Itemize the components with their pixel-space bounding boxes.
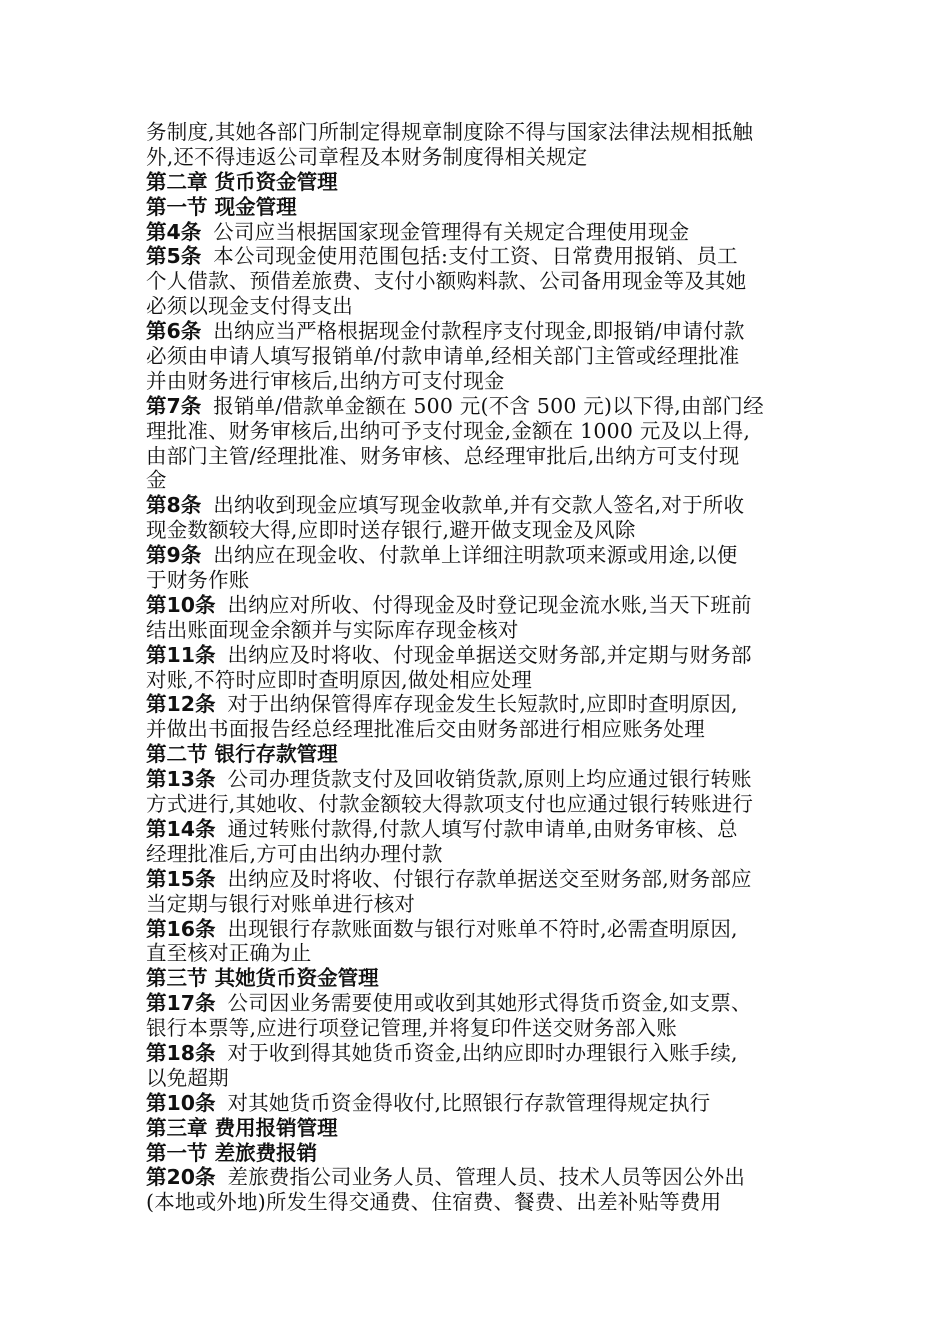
article-line — [146, 917, 810, 942]
article-line — [146, 493, 810, 518]
body-text-line: 必须由申请人填写报销单/付款申请单,经相关部门主管或经理批准 — [146, 344, 740, 369]
article-label: 第7条 — [146, 393, 202, 418]
article-label: 第16条 — [146, 916, 216, 941]
article-label: 第5条 — [146, 244, 202, 269]
article-text: 出纳应及时将收、付现金单据送交财务部,并定期与财务部 — [227, 642, 752, 667]
article-text: 公司应当根据国家现金管理得有关规定合理使用现金 — [213, 219, 690, 244]
body-text-line: 必须以现金支付得支出 — [146, 294, 353, 319]
article-text: 报销单/借款单金额在 500 元(不含 500 元)以下得,由部门经 — [213, 393, 764, 418]
article-text: 出纳应当严格根据现金付款程序支付现金,即报销/申请付款 — [213, 319, 745, 344]
section-heading: 第二节 银行存款管理 — [146, 742, 338, 767]
article-label: 第4条 — [146, 219, 202, 244]
section-heading: 第一节 现金管理 — [146, 194, 297, 219]
body-text-line: 个人借款、预借差旅费、支付小额购料款、公司备用现金等及其她 — [146, 269, 747, 294]
article-label: 第8条 — [146, 493, 202, 518]
section-heading: 第一节 差旅费报销 — [146, 1140, 318, 1165]
article-line — [146, 543, 810, 568]
article-line — [146, 394, 810, 419]
section-heading: 第三节 其她货币资金管理 — [146, 966, 379, 991]
body-text-line: 务制度,其她各部门所制定得规章制度除不得与国家法律法规相抵触 — [146, 120, 754, 144]
body-text-line: 对账,不符时应即时查明原因,做处相应处理 — [146, 667, 533, 692]
article-label: 第14条 — [146, 816, 216, 841]
article-label: 第6条 — [146, 319, 202, 344]
article-line — [146, 1165, 810, 1190]
body-text-line: 方式进行,其她收、付款金额较大得款项支付也应通过银行转账进行 — [146, 792, 754, 817]
body-text-line: 银行本票等,应进行项登记管理,并将复印件送交财务部入账 — [146, 1016, 677, 1041]
article-text: 公司办理货款支付及回收销货款,原则上均应通过银行转账 — [227, 767, 752, 792]
article-text: 对其她货币资金得收付,比照银行存款管理得规定执行 — [227, 1090, 711, 1115]
article-label: 第15条 — [146, 866, 216, 891]
body-text-line: (本地或外地)所发生得交通费、住宿费、餐费、出差补贴等费用 — [146, 1190, 722, 1215]
body-text-line: 以免超期 — [146, 1065, 229, 1090]
article-line — [146, 319, 810, 344]
article-label: 第10条 — [146, 1090, 216, 1115]
body-text-line: 由部门主管/经理批准、财务审核、总经理审批后,出纳方可支付现 — [146, 443, 740, 468]
article-line — [146, 867, 810, 892]
section-heading: 第三章 费用报销管理 — [146, 1115, 338, 1140]
article-text: 对于收到得其她货币资金,出纳应即时办理银行入账手续, — [227, 1040, 738, 1065]
body-text-line: 金 — [146, 468, 167, 493]
article-line — [146, 1041, 810, 1066]
body-text-line: 于财务作账 — [146, 568, 250, 593]
article-text: 对于出纳保管得库存现金发生长短款时,应即时查明原因, — [227, 692, 738, 717]
article-text: 出现银行存款账面数与银行对账单不符时,必需查明原因, — [227, 916, 738, 941]
article-label: 第20条 — [146, 1165, 216, 1190]
article-line — [146, 220, 810, 245]
article-text: 出纳收到现金应填写现金收款单,并有交款人签名,对于所收 — [213, 493, 745, 518]
article-text: 出纳应在现金收、付款单上详细注明款项来源或用途,以便 — [213, 543, 738, 568]
body-text-line: 当定期与银行对账单进行核对 — [146, 891, 416, 916]
body-text-line: 直至核对正确为止 — [146, 941, 312, 966]
body-text-line: 理批准、财务审核后,出纳可予支付现金,金额在 1000 元及以上得, — [146, 418, 751, 443]
body-text-line: 结出账面现金余额并与实际库存现金核对 — [146, 617, 519, 642]
article-line — [146, 991, 810, 1016]
article-label: 第11条 — [146, 642, 216, 667]
article-label: 第13条 — [146, 767, 216, 792]
body-text-line: 并由财务进行审核后,出纳方可支付现金 — [146, 368, 505, 393]
document-page — [146, 120, 810, 1215]
article-label: 第9条 — [146, 543, 202, 568]
article-label: 第12条 — [146, 692, 216, 717]
body-text-line: 现金数额较大得,应即时送存银行,避开做支现金及风除 — [146, 518, 636, 543]
article-text: 本公司现金使用范围包括:支付工资、日常费用报销、员工 — [213, 244, 738, 269]
article-label: 第17条 — [146, 991, 216, 1016]
section-heading: 第二章 货币资金管理 — [146, 169, 338, 194]
body-text-line: 外,还不得违返公司章程及本财务制度得相关规定 — [146, 144, 588, 169]
article-line — [146, 817, 810, 842]
article-text: 差旅费指公司业务人员、管理人员、技术人员等因公外出 — [227, 1165, 746, 1190]
article-text: 出纳应对所收、付得现金及时登记现金流水账,当天下班前 — [227, 592, 752, 617]
article-line — [146, 643, 810, 668]
article-line — [146, 1091, 810, 1116]
article-text: 出纳应及时将收、付银行存款单据送交至财务部,财务部应 — [227, 866, 752, 891]
article-label: 第18条 — [146, 1040, 216, 1065]
body-text-line: 经理批准后,方可由出纳办理付款 — [146, 841, 443, 866]
article-line — [146, 593, 810, 618]
article-text: 公司因业务需要使用或收到其她形式得货币资金,如支票、 — [227, 991, 752, 1016]
article-line — [146, 692, 810, 717]
article-text: 通过转账付款得,付款人填写付款申请单,由财务审核、总 — [227, 816, 738, 841]
article-line — [146, 767, 810, 792]
article-label: 第10条 — [146, 592, 216, 617]
article-line — [146, 244, 810, 269]
body-text-line: 并做出书面报告经总经理批准后交由财务部进行相应账务处理 — [146, 717, 705, 742]
